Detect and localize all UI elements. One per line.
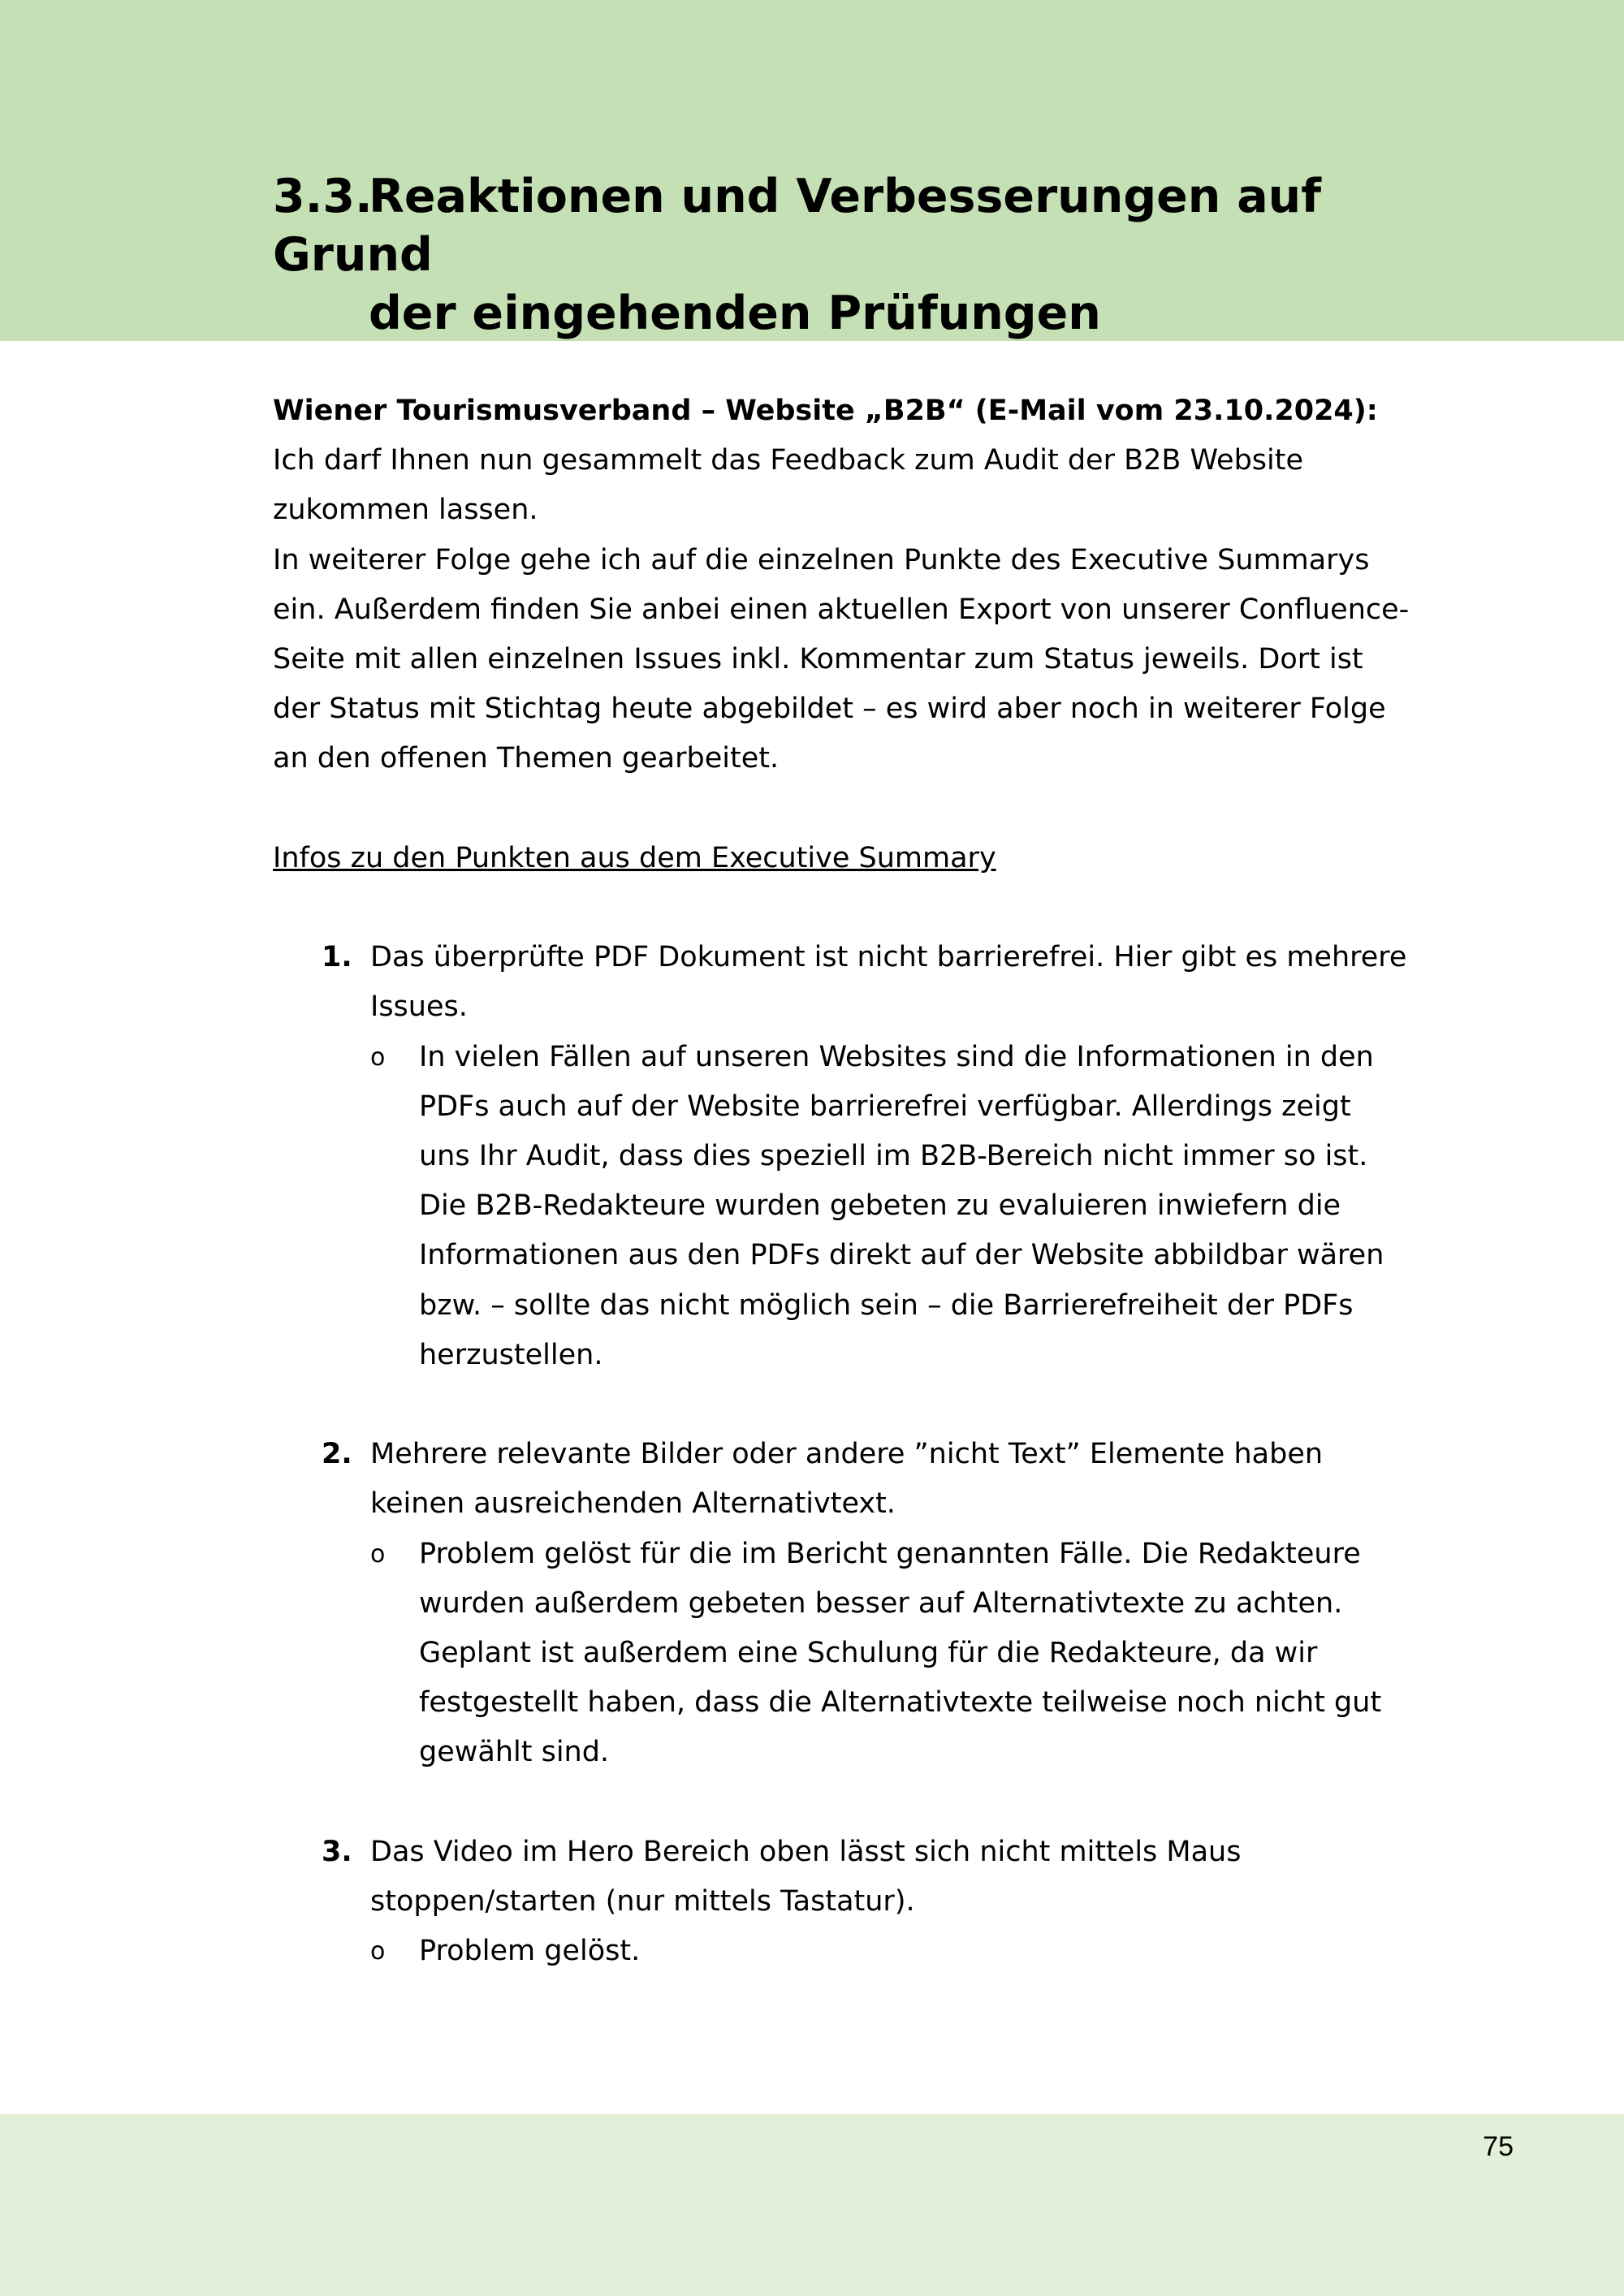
sub-list-item <box>370 1927 1410 1976</box>
sub-list-item <box>370 1530 1410 1778</box>
sub-list-item-text: Problem gelöst für die im Bericht genannten Fälle. Die Redakteure wurden außerdem gebeten besser auf Alternativtexte zu achten. Geplant ist außerdem eine Schulung für die Redakteure, da wir festgestellt haben, dass die Alternativtexte teilweise noch nicht gut gewählt sind. <box>419 1537 1382 1769</box>
list-item-text: Das Video im Hero Bereich oben lässt sich nicht mittels Maus stoppen/starten (nur mittels Tastatur). <box>370 1835 1242 1918</box>
spacer <box>273 883 1410 933</box>
list-item <box>273 933 1410 1380</box>
sub-list-item <box>370 1033 1410 1380</box>
list-item-text: Mehrere relevante Bilder oder andere ”nicht Text” Elemente haben keinen ausreichenden Alternativtext. <box>370 1438 1324 1521</box>
chapter-title <box>273 167 1491 343</box>
sub-list-item-text: In vielen Fällen auf unseren Websites sind die Informationen in den PDFs auch auf der Website barrierefrei verfügbar. Allerdings zeigt uns Ihr Audit, dass dies speziell im B2B-Bereich nicht immer so ist. Die B2B-Redakteure wurden gebeten zu evaluieren inwiefern die Informationen aus den PDFs direkt auf der Website abbildbar wären bzw. – sollte das nicht möglich sein – die Barrierefreiheit der PDFs herzustellen. <box>419 1040 1384 1371</box>
paragraph-intro: Ich darf Ihnen nun gesammelt das Feedback zum Audit der B2B Website zukommen lassen. <box>273 444 1304 527</box>
list-marker: 2. <box>322 1438 352 1471</box>
spacer <box>273 1778 1410 1828</box>
chapter-number: 3.3. <box>273 170 373 223</box>
lead-heading: Wiener Tourismusverband – Website „B2B“ (E-Mail vom 23.10.2024): <box>273 395 1378 427</box>
spacer <box>273 1380 1410 1430</box>
chapter-title-line-1: Reaktionen und Verbesserungen auf Grund <box>273 170 1322 282</box>
paragraph-details: In weiterer Folge gehe ich auf die einzelnen Punkte des Executive Summarys ein. Außerdem finden Sie anbei einen aktuellen Export von unserer Confluence-Seite mit allen einzelnen Issues inkl. Kommentar zum Status jeweils. Dort ist der Status mit Stichtag heute abgebildet – es wird aber noch in weiterer Folge an den offenen Themen gearbeitet. <box>273 543 1410 775</box>
list-item <box>273 1828 1410 1977</box>
sub-list-item-text: Problem gelöst. <box>419 1935 641 1968</box>
section-heading: Infos zu den Punkten aus dem Executive Summary <box>273 841 996 874</box>
circle-bullet-icon: o <box>370 1937 386 1966</box>
chapter-title-line-2: der eingehenden Prüfungen <box>369 287 1101 340</box>
footer-band <box>0 2114 1624 2296</box>
list-marker: 1. <box>322 941 352 974</box>
list-item-text: Das überprüfte PDF Dokument ist nicht barrierefrei. Hier gibt es mehrere Issues. <box>370 941 1407 1024</box>
page-content <box>273 386 1410 1976</box>
list-item <box>273 1430 1410 1777</box>
page-number: 75 <box>1483 2131 1514 2162</box>
circle-bullet-icon: o <box>370 1042 386 1072</box>
circle-bullet-icon: o <box>370 1539 386 1569</box>
list-marker: 3. <box>322 1835 352 1868</box>
spacer <box>273 784 1410 834</box>
